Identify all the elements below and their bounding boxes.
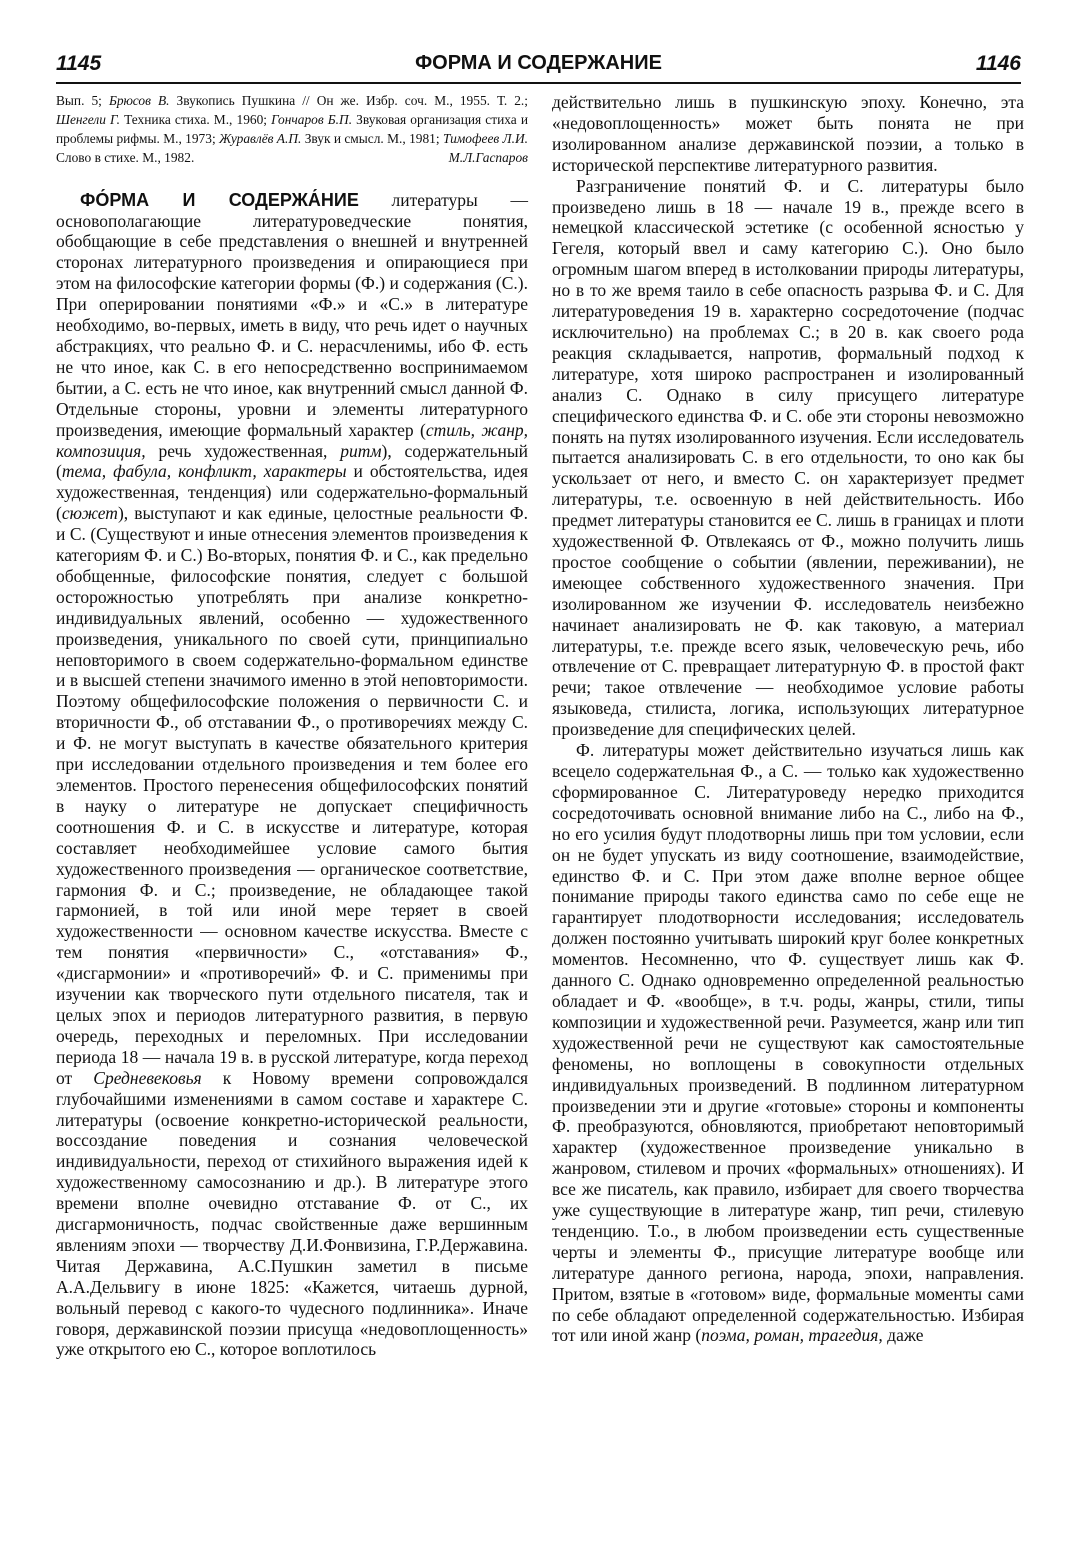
ref-text: Техника стиха. М., 1960;	[120, 111, 272, 127]
cross-ref: стиль, жанр, композиция,	[56, 419, 529, 461]
entry-heading: ФО́РМА И СОДЕРЖА́НИЕ	[80, 189, 359, 210]
ref-author: Брюсов В.	[108, 93, 170, 108]
ref-text: Вып. 5;	[56, 93, 109, 108]
cross-ref: поэма, роман, трагедия,	[701, 1325, 883, 1346]
body-text: к Новому времени сопровождался глубочайшими изменениями в самом составе и характере С. литературы (освоение конкретно-исторической реальности, воссоздание поведения и сознания человеческой индивидуальности, переход от стихийного выражения идей к художественному самосознанию и др.). В литературе этого времени вполне очевидно отставание Ф. от С., их дисгармоничность, подчас свойственные даже вершинным явлениям эпохи — творчеству Д.И.Фонвизина, Г.Р.Державина. Читая Державина, А.С.Пушкин заметил в письме А.А.Дельвигу в июне 1825: «Кажется, читаешь дурной, вольный перевод с какого-то чудесного подлинника». Иначе говоря, державинской поэзии присуща «недовоплощенность» уже открытого ею С., которое воплотилось	[56, 1067, 529, 1360]
body-text: речь художественная,	[145, 440, 341, 461]
body-text: ), выступают и как единые, целостные реальности Ф. и С. (Существуют и иные отнесения элементов произведения к категориям Ф. и С.) Во-вторых, понятия Ф. и С., как предельно обобщенные, философские понятия, следует с большой осторожностью употреблять при анализе конкретно-индивидуальных явлений, особенно — художественного произведения, уникального по своей сути, принципиально неповторимого в своем содержательно-формальном единстве и в высшей степени значимого именно в этой неповторимости. Поэтому общефилософские положения о первичности С. и вторичности Ф., об отставании Ф., о противоречиях между С. и Ф. не могут выступать в качестве обязательного критерия при исследовании отдельного произведения и тем более его элементов. Простого перенесения общефилософских понятий в науку о литературе не допускает специфичность соотношения Ф. и С. в искусстве и литературе, которая составляет необходимейшее условие самого бытия художественного произведения — органическое соответствие, гармония Ф. и С.; произведение, не обладающее такой гармонией, в той или иной мере теряет в своей художественности — основном качестве искусства. Вместе с тем понятия «первичности» С., «отставания» Ф., «дисгармонии» и «противоречий» Ф. и С. применимы при изучении как творческого пути отдельного писателя, так и целых эпох и периодов литературного развития, в первую очередь, переходных и переломных. При исследовании периода 18 — начала 19 в. в русской литературе, когда переход от	[56, 503, 528, 1088]
ref-text: Звук и смысл. М., 1981;	[301, 130, 443, 146]
ref-author: Тимофеев Л.И.	[442, 130, 528, 146]
article-paragraph-continued: действительно лишь в пушкинскую эпоху. Конечно, эта «недовоплощенность» может быть понята не при изолированном анализе державинской поэзии, а только в исторической перспективе литературного развития.	[552, 92, 1024, 175]
column-right	[552, 92, 1024, 1346]
body-text: и обстоятельства, идея художественная, тенденция) или содержательно-формальный (	[56, 461, 528, 524]
cross-ref: ритм	[340, 440, 382, 461]
ref-text: Слово в стихе. М., 1982.	[56, 149, 195, 165]
body-text: Ф. литературы может действительно изучаться лишь как всецело содержательная Ф., а С. — только как художественно сформированное С. Литературоведу нередко приходится сосредоточивать основной внимание либо на С., либо на Ф., но его усилия будут плодотворны лишь при том условии, если он не будет упускать из виду соотношение, взаимодействие, единство Ф. и С. При этом даже вполне верное общее понимание природы такого единства само по себе еще не гарантирует плодотворности исследования; исследователь должен постоянно учитывать широкий круг более конкретных моментов. Несомненно, что Ф. существует лишь как Ф. данного С. Однако одновременно определенной реальностью обладает и Ф. «вообще», в т.ч. роды, жанры, стили, типы композиции и художественной речи. Разумеется, жанр или тип художественной речи не существуют как самостоятельные феномены, но воплощены в совокупности отдельных индивидуальных произведений. В подлинном литературном произведении эти и другие «готовые» стороны и компоненты Ф. преобразуются, обновляются, приобретают неповторимый характер (художественное произведение уникально в жанровом, стилевом и прочих «формальных» отношениях). И все же писатель, как правило, избирает для своего творчества уже существующие в литературе жанр, тип речи, стилевую тенденцию. Т.о., в любом произведении есть существенные черты и элементы Ф., присущие литературе вообще или литературе данного региона, народа, эпохи, направления. Притом, взятые в «готовом» виде, формальные моменты сами по себе обладают определенной содержательностью. Избирая тот или иной жанр (	[552, 740, 1024, 1346]
cross-ref: тема, фабула, конфликт, характеры	[61, 461, 347, 482]
running-title: ФОРМА И СОДЕРЖАНИЕ	[415, 52, 662, 74]
cross-ref: Средневековья	[93, 1067, 202, 1088]
article-paragraph-3	[552, 740, 1024, 1346]
header-rule	[56, 82, 1021, 84]
author-signature: М.Л.Гаспаров	[448, 149, 528, 165]
ref-text: Звуковая организация стиха и проблемы рифмы. М., 1973;	[56, 111, 528, 146]
article-paragraph-1	[56, 190, 528, 1361]
spacer	[56, 168, 528, 190]
ref-author: Журавлёв А.П.	[219, 130, 302, 146]
page-header	[56, 52, 1021, 86]
ref-author: Гончаров Б.П.	[271, 111, 353, 127]
ref-author: Шенгели Г.	[56, 111, 120, 127]
column-left	[56, 92, 528, 1360]
article-paragraph-2: Разграничение понятий Ф. и С. литературы было произведено лишь в 18 — начале 19 в., прежде всего в немецкой классической эстетике (с особенной ясностью у Гегеля, который ввел и саму категорию С.). Оно было огромным шагом вперед в истолковании природы литературы, но в то же время таило в себе опасность разрыва Ф. и С. Для литературоведения 19 в. характерно сосредоточение (подчас исключительно) на проблемах С.; в 20 в. как своего рода реакция складывается, напротив, формальный подход к литературе, хотя широко распространен и изолированный анализ С. Однако в силу присущего литературе специфического единства Ф. и С. обе эти стороны невозможно понять на путях изолированного изучения. Если исследователь пытается анализировать С. в его отдельности, то оно как бы ускользает от него, и вместо С. он характеризует предмет литературы, т.е. освоенную в ней действительность. Ибо предмет литературы становится ее С. лишь в границах и плоти художественной Ф. Отвлекаясь от Ф., можно получить лишь простое сообщение о событии (явлении, переживании), не имеющее собственного художественного значения. При изолированном же изучении Ф. исследователь неизбежно начинает анализировать не Ф. как таковую, а материал литературы, т.е. прежде всего язык, человеческую речь, ибо отвлечение от С. превращает литературную Ф. в простой факт речи; такое отвлечение — необходимое условие работы языковеда, стилиста, логика, использующих литературное произведение для специфических целей.	[552, 175, 1024, 740]
bibliography	[56, 92, 528, 168]
ref-text: Звукопись Пушкина // Он же. Избр. соч. М., 1955. Т. 2.;	[169, 93, 529, 108]
page-number-right: 1146	[975, 52, 1021, 75]
body-text: ), содержательный (	[56, 440, 528, 482]
page-number-left: 1145	[56, 52, 102, 75]
body-text: литературы — основополагающие литературоведческие понятия, обобщающие в себе представления о внешней и внутренней сторонах литературного произведения и опирающиеся при этом на философские категории формы (Ф.) и содержания (С.). При оперировании понятиями «Ф.» и «С.» в литературе необходимо, во-первых, иметь в виду, что речь идет о научных абстракциях, что реально Ф. и С. нерасчленимы, ибо Ф. есть не что иное, как С. в его непосредственно воспринимаемом бытии, а С. есть не что иное, как внутренний смысл данной Ф. Отдельные стороны, уровни и элементы литературного произведения, имеющие формальный характер (	[56, 189, 528, 440]
body-text: даже	[882, 1325, 924, 1346]
cross-ref: сюжет	[61, 503, 118, 524]
